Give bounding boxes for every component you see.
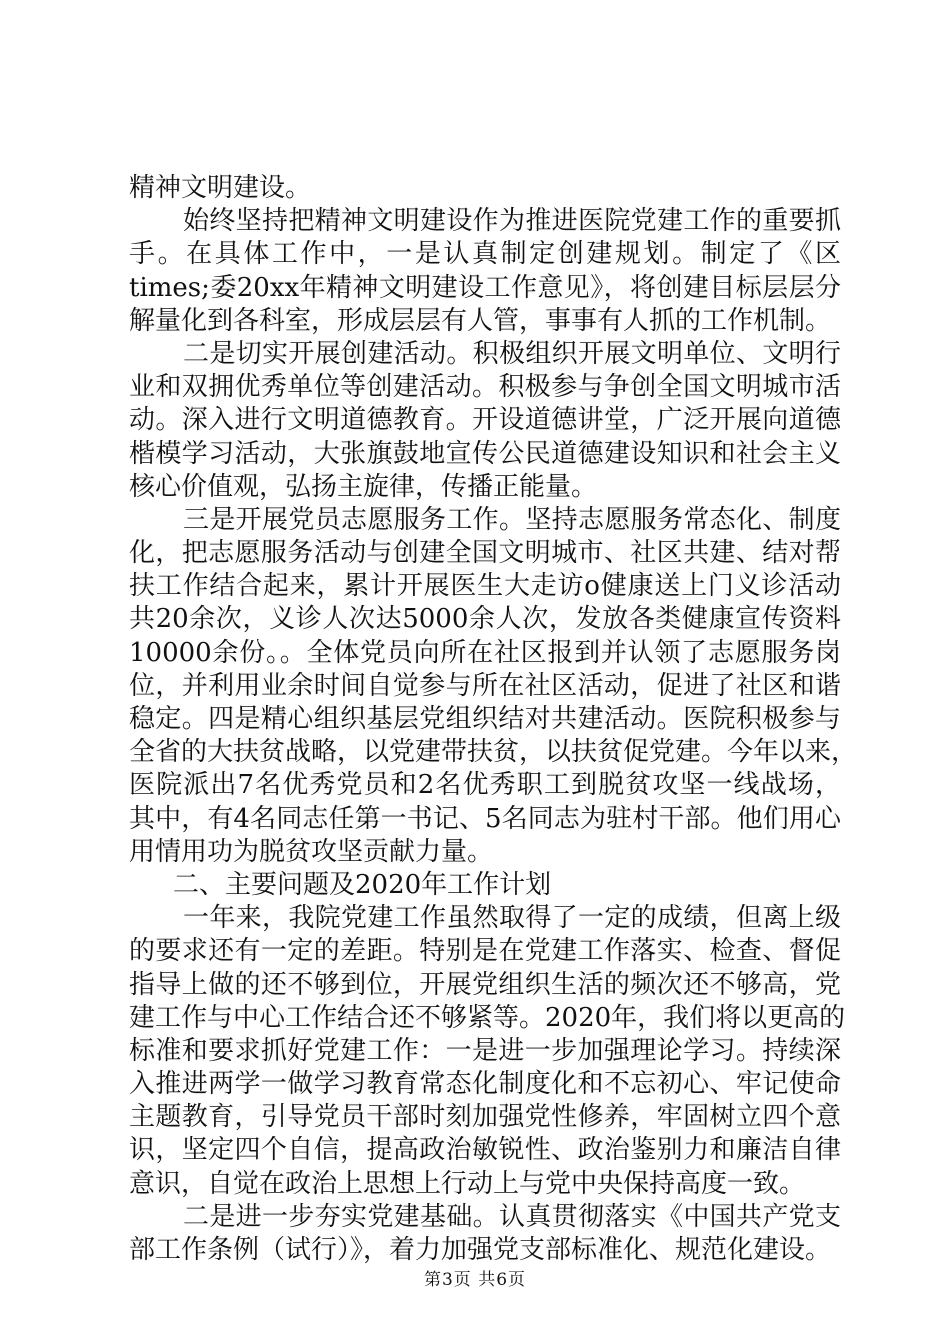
paragraph-line: 二是进一步夯实党建基础。认真贯彻落实《中国共产党支 [183,1201,841,1232]
paragraph-line: 识，坚定四个自信，提高政治敏锐性、政治鉴别力和廉洁自律 [129,1135,841,1166]
paragraph-line: 核心价值观，弘扬主旋律，传播正能量。 [129,471,598,502]
paragraph-line: 业和双拥优秀单位等创建活动。积极参与争创全国文明城市活 [129,372,841,403]
paragraph-line: 扶工作结合起来，累计开展医生大走访o健康送上门义诊活动 [129,571,841,602]
paragraph-line: 二是切实开展创建活动。积极组织开展文明单位、文明行 [183,338,841,369]
paragraph-line: 的要求还有一定的差距。特别是在党建工作落实、检查、督促 [129,936,841,967]
paragraph-line: 医院派出7名优秀党员和2名优秀职工到脱贫攻坚一线战场， [129,770,841,801]
paragraph-line: 手。在具体工作中，一是认真制定创建规划。制定了《区 [129,239,841,270]
paragraph-line: 解量化到各科室，形成层层有人管，事事有人抓的工作机制。 [129,305,832,336]
section-heading: 二、主要问题及2020年工作计划 [173,869,552,900]
paragraph-line: 位，并利用业余时间自觉参与所在社区活动，促进了社区和谐 [129,670,841,701]
paragraph-line: 精神文明建设。 [129,173,312,203]
paragraph-line: 标准和要求抓好党建工作：一是进一步加强理论学习。持续深 [129,1035,841,1066]
document-body [129,172,858,1267]
paragraph-line: 动。深入进行文明道德教育。开设道德讲堂，广泛开展向道德 [129,405,841,436]
paragraph-line: 共20余次，义诊人次达5000余人次，发放各类健康宣传资料 [129,604,841,635]
paragraph-line: 一年来，我院党建工作虽然取得了一定的成绩，但离上级 [183,903,841,934]
page-number: 第3页 共6页 [423,1270,527,1290]
paragraph-line: 意识，自觉在政治上思想上行动上与党中央保持高度一致。 [129,1168,806,1199]
paragraph-line: 指导上做的还不够到位，开展党组织生活的频次还不够高，党 [129,969,841,1000]
paragraph-line: 化，把志愿服务活动与创建全国文明城市、社区共建、结对帮 [129,538,841,569]
paragraph-line: 楷模学习活动，大张旗鼓地宣传公民道德建设知识和社会主义 [129,438,841,469]
paragraph-line: 始终坚持把精神文明建设作为推进医院党建工作的重要抓 [183,206,841,237]
paragraph-line: 主题教育，引导党员干部时刻加强党性修养，牢固树立四个意 [129,1102,841,1133]
paragraph-line: times;委20xx年精神文明建设工作意见》，将创建目标层层分 [129,272,841,303]
paragraph-line: 其中，有4名同志任第一书记、5名同志为驻村干部。他们用心 [129,803,841,834]
paragraph-line: 三是开展党员志愿服务工作。坚持志愿服务常态化、制度 [183,504,841,535]
paragraph-line: 部工作条例（试行）》，着力加强党支部标准化、规范化建设。 [129,1235,832,1265]
paragraph-line: 用情用功为脱贫攻坚贡献力量。 [129,836,494,867]
paragraph-line: 稳定。四是精心组织基层党组织结对共建活动。医院积极参与 [129,704,841,734]
paragraph-line: 建工作与中心工作结合还不够紧等。2020年，我们将以更高的 [129,1002,846,1033]
paragraph-line: 全省的大扶贫战略，以党建带扶贫，以扶贫促党建。今年以来， [129,737,858,768]
paragraph-line: 入推进两学一做学习教育常态化制度化和不忘初心、牢记使命 [129,1069,841,1100]
paragraph-line: 10000余份。。全体党员向所在社区报到并认领了志愿服务岗 [129,637,841,668]
